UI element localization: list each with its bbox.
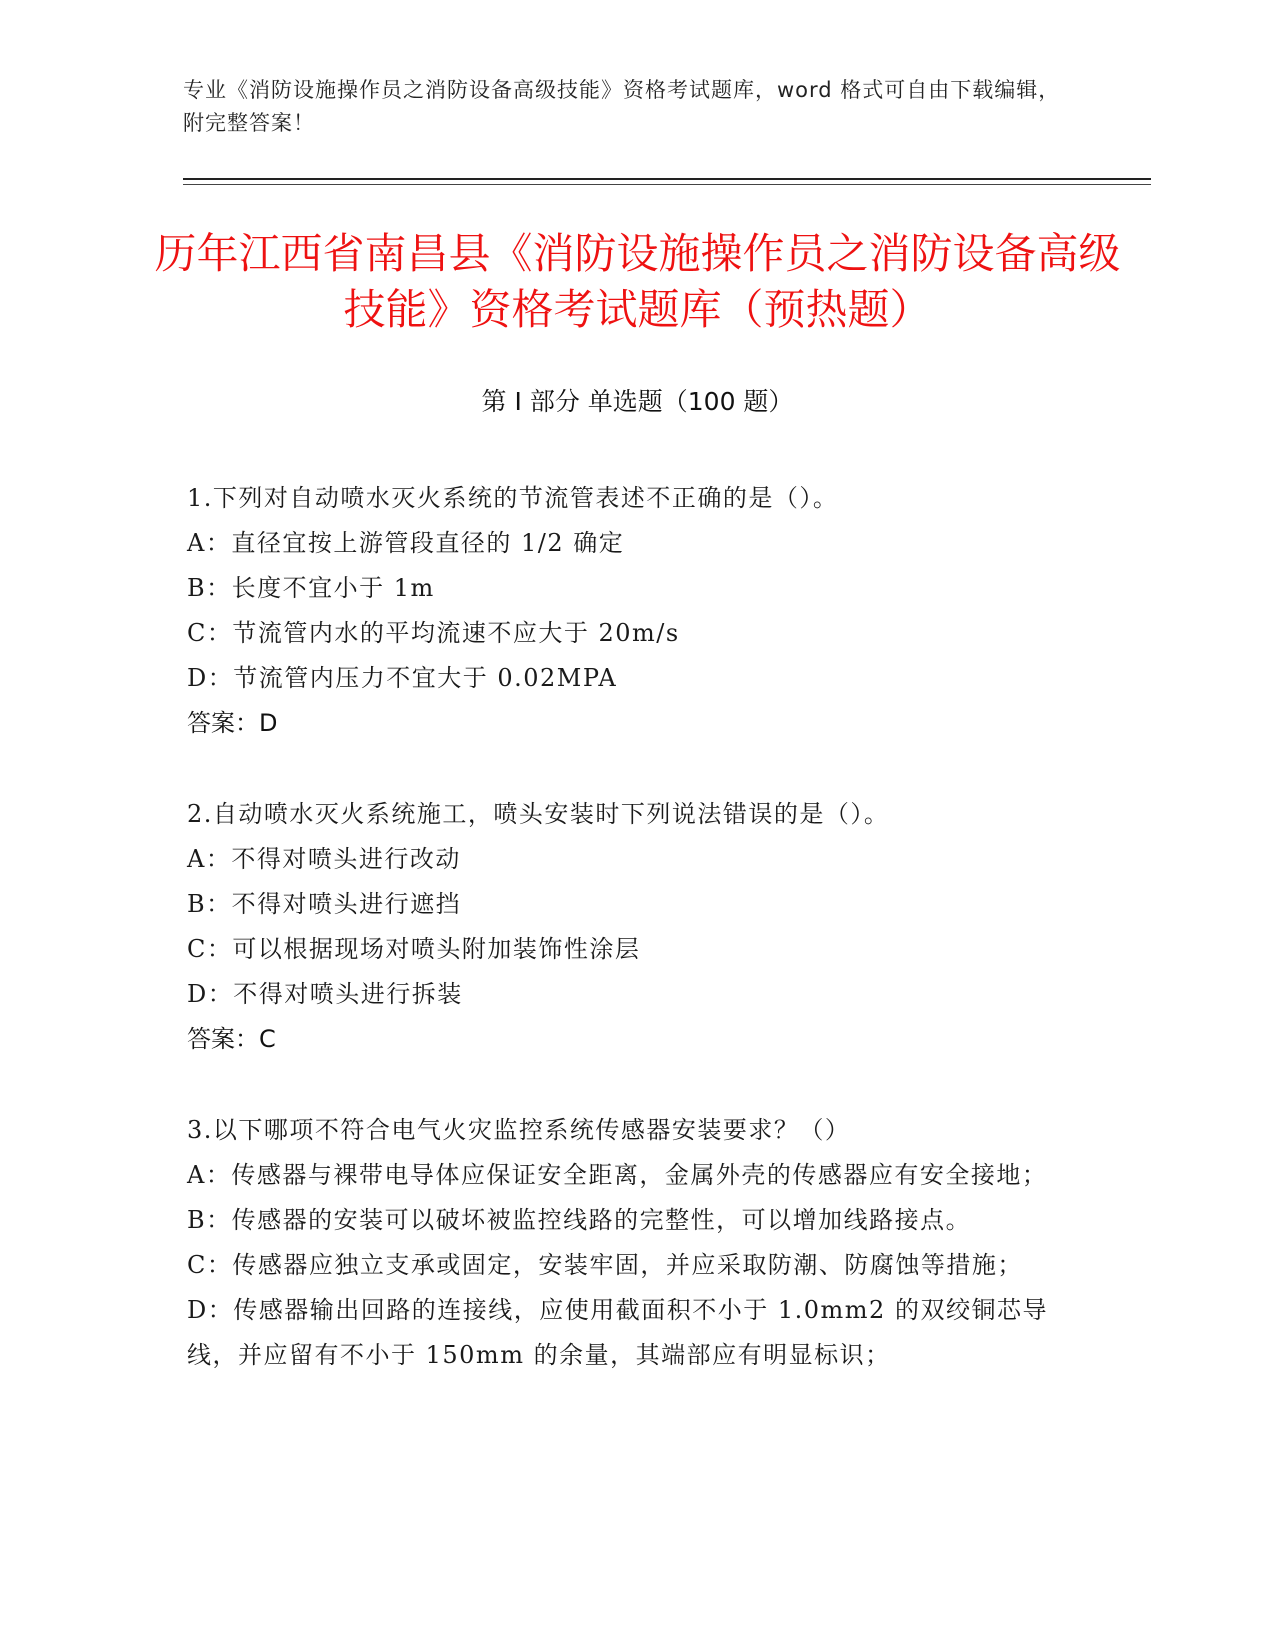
option-a: A：传感器与裸带电导体应保证安全距离，金属外壳的传感器应有安全接地； <box>187 1161 1048 1189</box>
header-divider-thick <box>183 178 1151 180</box>
option-c: C：可以根据现场对喷头附加装饰性涂层 <box>187 935 641 963</box>
question-list <box>187 476 1067 1424</box>
option-a: A：不得对喷头进行改动 <box>187 845 461 873</box>
option-d: D：不得对喷头进行拆装 <box>187 980 463 1008</box>
section-title: 第 I 部分 单选题（100 题） <box>481 387 794 416</box>
question-item <box>187 792 1067 1062</box>
option-d: D：传感器输出回路的连接线，应使用截面积不小于 1.0mm2 的双绞铜芯导线，并应留有不小于 150mm 的余量，其端部应有明显标识； <box>187 1296 1048 1369</box>
option-b: B：不得对喷头进行遮挡 <box>187 890 462 918</box>
option-c: C：节流管内水的平均流速不应大于 20m/s <box>187 619 680 647</box>
option-b: B：传感器的安装可以破坏被监控线路的完整性，可以增加线路接点。 <box>187 1206 972 1234</box>
option-c: C：传感器应独立支承或固定，安装牢固，并应采取防潮、防腐蚀等措施； <box>187 1251 1023 1279</box>
question-item <box>187 476 1067 746</box>
header-note: 专业《消防设施操作员之消防设备高级技能》资格考试题库，word 格式可自由下载编辑，附完整答案！ <box>183 78 1061 135</box>
question-stem: 1.下列对自动喷水灭火系统的节流管表述不正确的是（）。 <box>187 484 839 512</box>
answer-label: 答案：C <box>187 1025 276 1053</box>
document-title: 历年江西省南昌县《消防设施操作员之消防设备高级技能》资格考试题库（预热题） <box>154 229 1121 334</box>
option-d: D：节流管内压力不宜大于 0.02MPA <box>187 664 618 692</box>
question-stem: 3.以下哪项不符合电气火灾监控系统传感器安装要求？（） <box>187 1116 851 1144</box>
question-stem: 2.自动喷水灭火系统施工，喷头安装时下列说法错误的是（）。 <box>187 800 890 828</box>
question-item <box>187 1108 1067 1378</box>
option-b: B：长度不宜小于 1m <box>187 574 435 602</box>
option-a: A：直径宜按上游管段直径的 1/2 确定 <box>187 529 625 557</box>
header-divider-thin <box>183 184 1151 185</box>
answer-label: 答案：D <box>187 709 278 737</box>
